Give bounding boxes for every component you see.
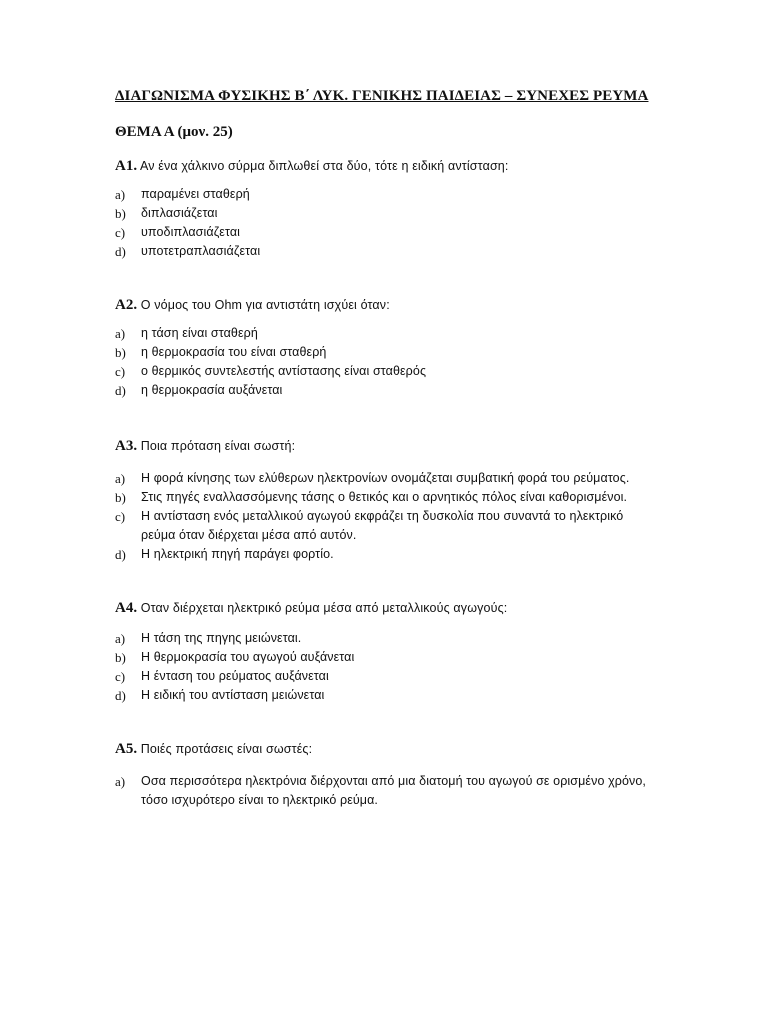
option-item	[115, 343, 655, 362]
option-item	[115, 686, 655, 705]
question-a2	[115, 295, 655, 400]
section-title: ΘΕΜΑ Α (μον. 25)	[115, 124, 233, 140]
option-text: ο θερμικός συντελεστής αντίστασης είναι σταθερός	[141, 364, 427, 378]
option-text: Στις πηγές εναλλασσόμενης τάσης ο θετικός και ο αρνητικός πόλος είναι καθορισμένοι.	[141, 490, 628, 504]
option-letter: a)	[115, 631, 126, 646]
option-text: διπλασιάζεται	[141, 206, 218, 220]
question-stem: Οταν διέρχεται ηλεκτρικό ρεύμα μέσα από μεταλλικούς αγωγούς:	[137, 601, 508, 615]
option-text: Οσα περισσότερα ηλεκτρόνια διέρχονται από μια διατομή του αγωγού σε ορισμένο χρόνο, τόσο ισχυρότερο είναι το ηλεκτρικό ρεύμα.	[141, 774, 646, 807]
question-stem: Ο νόμος του Ohm για αντιστάτη ισχύει όταν:	[137, 298, 390, 312]
question-number: Α1.	[115, 158, 138, 174]
option-letter: a)	[115, 326, 126, 341]
option-list	[115, 772, 655, 810]
question-text	[115, 295, 655, 316]
option-text: υποδιπλασιάζεται	[141, 225, 241, 239]
question-stem: Αν ένα χάλκινο σύρμα διπλωθεί στα δύο, τότε η ειδική αντίσταση:	[137, 159, 509, 173]
option-text: η θερμοκρασία αυξάνεται	[141, 383, 283, 397]
option-text: η θερμοκρασία του είναι σταθερή	[141, 345, 327, 359]
question-number: Α2.	[115, 297, 138, 313]
option-text: Η φορά κίνησης των ελύθερων ηλεκτρονίων ονομάζεται συμβατική φορά του ρεύματος.	[141, 471, 630, 485]
option-letter: c)	[115, 225, 126, 240]
option-item	[115, 545, 655, 564]
question-number: Α3.	[115, 438, 138, 454]
option-item	[115, 362, 655, 381]
option-list	[115, 629, 655, 705]
question-number: Α5.	[115, 741, 138, 757]
option-letter: a)	[115, 471, 126, 486]
option-text: Η τάση της πηγης μειώνεται.	[141, 631, 302, 645]
option-item	[115, 469, 655, 488]
option-letter: c)	[115, 364, 126, 379]
option-text: Η αντίσταση ενός μεταλλικού αγωγού εκφράζει τη δυσκολία που συναντά το ηλεκτρικό ρεύμα όταν διέρχεται μέσα από αυτόν.	[141, 509, 624, 542]
option-letter: c)	[115, 509, 126, 524]
question-stem: Ποιές προτάσεις είναι σωστές:	[137, 742, 313, 756]
document-page	[115, 86, 655, 810]
option-letter: b)	[115, 345, 126, 360]
option-text: η τάση είναι σταθερή	[141, 326, 258, 340]
question-text	[115, 156, 655, 177]
option-letter: d)	[115, 688, 126, 703]
option-letter: c)	[115, 669, 126, 684]
option-letter: d)	[115, 383, 126, 398]
question-a4	[115, 598, 655, 705]
option-letter: b)	[115, 490, 126, 505]
option-list	[115, 185, 655, 261]
option-item	[115, 507, 655, 545]
option-item	[115, 204, 655, 223]
option-list	[115, 469, 655, 564]
option-list	[115, 324, 655, 400]
option-text: παραμένει σταθερή	[141, 187, 250, 201]
option-item	[115, 488, 655, 507]
option-text: Η ένταση του ρεύματος αυξάνεται	[141, 669, 329, 683]
question-a5	[115, 739, 655, 810]
option-letter: d)	[115, 547, 126, 562]
option-letter: a)	[115, 774, 126, 789]
option-letter: b)	[115, 206, 126, 221]
question-a3	[115, 436, 655, 564]
option-text: Η ειδική του αντίσταση μειώνεται	[141, 688, 325, 702]
option-item	[115, 324, 655, 343]
option-item	[115, 223, 655, 242]
question-number: Α4.	[115, 600, 138, 616]
option-item	[115, 667, 655, 686]
option-letter: b)	[115, 650, 126, 665]
option-item	[115, 381, 655, 400]
option-letter: a)	[115, 187, 126, 202]
document-title: ΔΙΑΓΩΝΙΣΜΑ ΦΥΣΙΚΗΣ Β΄ ΛΥΚ. ΓΕΝΙΚΗΣ ΠΑΙΔΕΙΑΣ – ΣΥΝΕΧΕΣ ΡΕΥΜΑ	[115, 88, 649, 104]
question-text	[115, 739, 655, 760]
option-item	[115, 772, 655, 810]
option-item	[115, 242, 655, 261]
question-text	[115, 436, 655, 457]
option-text: Η ηλεκτρική πηγή παράγει φορτίο.	[141, 547, 334, 561]
option-letter: d)	[115, 244, 126, 259]
option-item	[115, 185, 655, 204]
option-item	[115, 629, 655, 648]
question-text	[115, 598, 655, 619]
option-item	[115, 648, 655, 667]
option-text: Η θερμοκρασία του αγωγού αυξάνεται	[141, 650, 355, 664]
question-stem: Ποια πρόταση είναι σωστή:	[137, 439, 296, 453]
option-text: υποτετραπλασιάζεται	[141, 244, 261, 258]
question-a1	[115, 156, 655, 261]
